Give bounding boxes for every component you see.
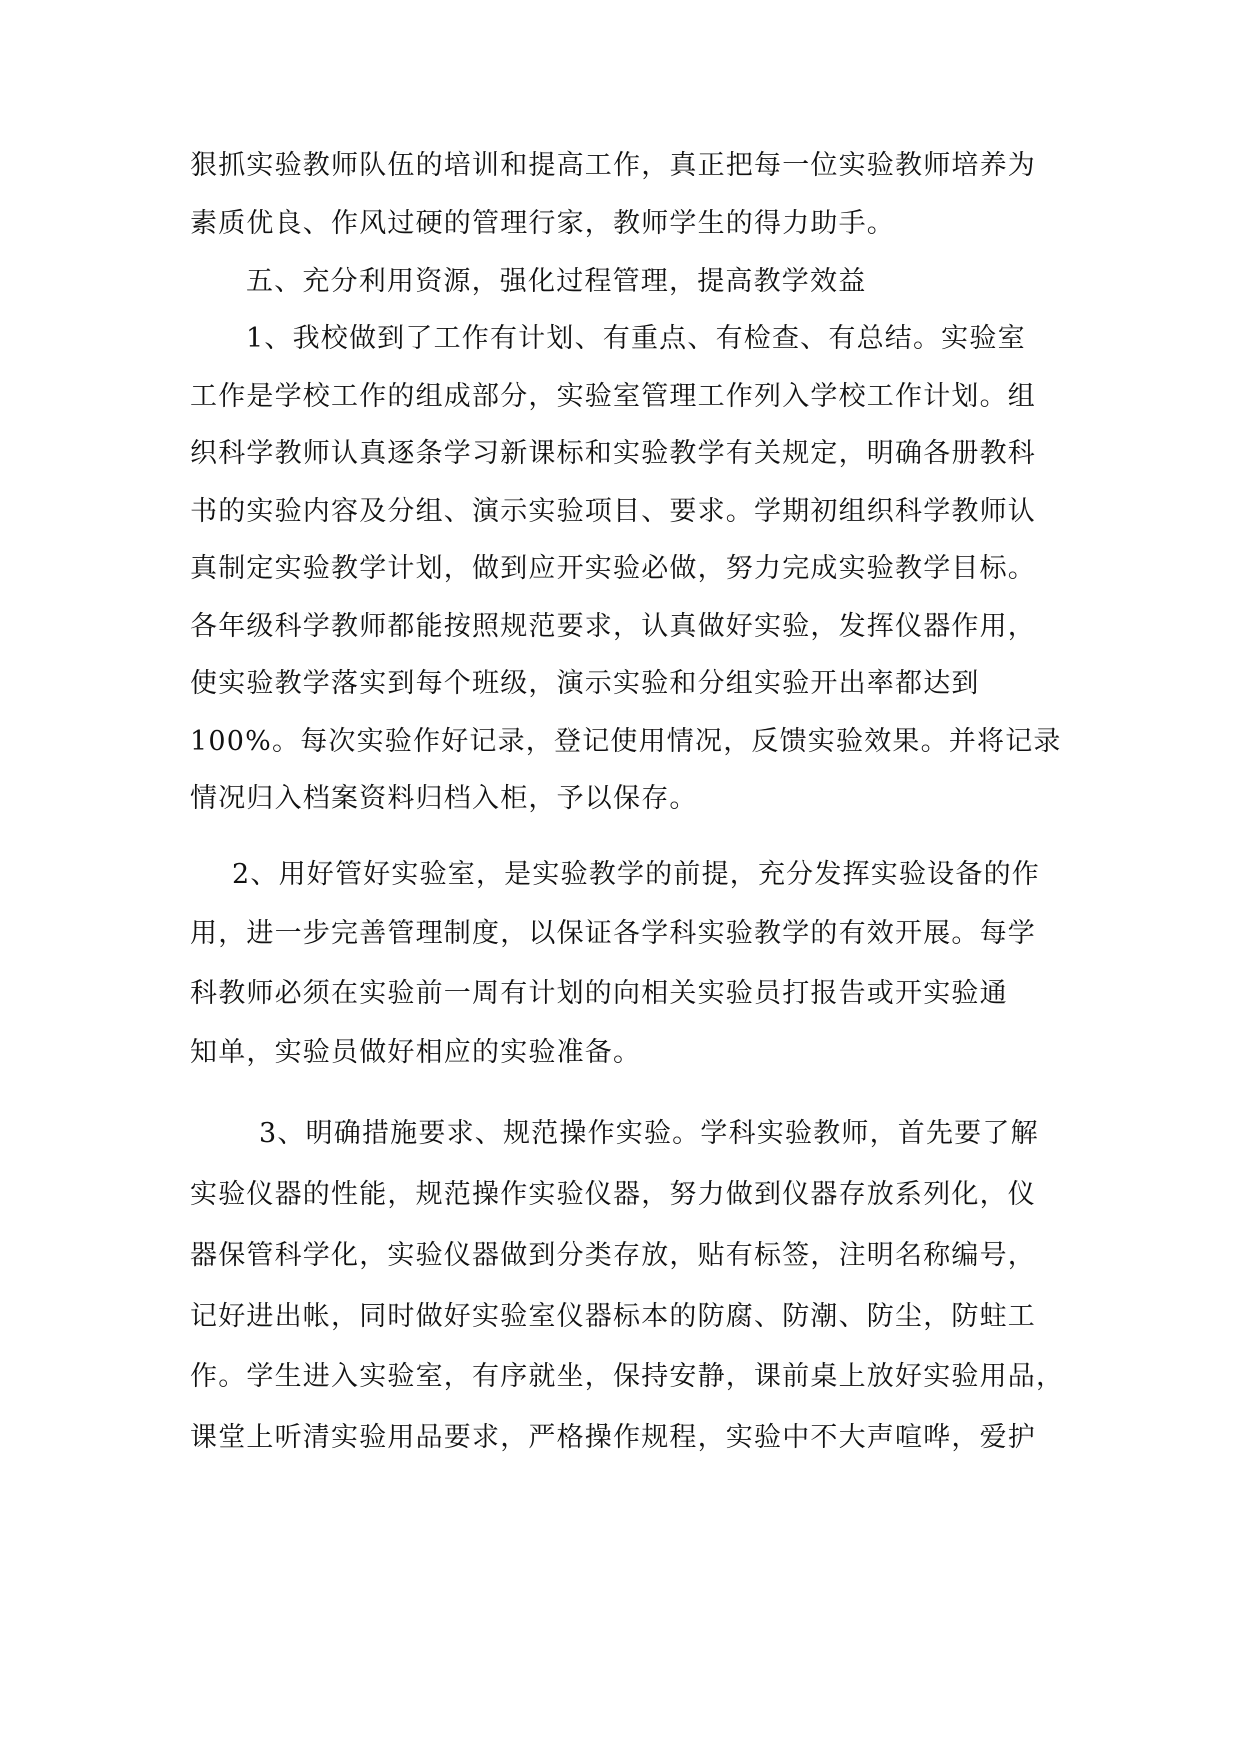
- text-line: 工作是学校工作的组成部分，实验室管理工作列入学校工作计划。组: [190, 381, 1036, 412]
- text-line: 书的实验内容及分组、演示实验项目、要求。学期初组织科学教师认: [190, 496, 1036, 527]
- text-line: 1、我校做到了工作有计划、有重点、有检查、有总结。实验室: [246, 323, 1026, 354]
- text-line: 织科学教师认真逐条学习新课标和实验教学有关规定，明确各册教科: [190, 438, 1036, 469]
- text-line: 3、明确措施要求、规范操作实验。学科实验教师，首先要了解: [259, 1118, 1039, 1149]
- text-line: 器保管科学化，实验仪器做到分类存放，贴有标签，注明名称编号，: [190, 1240, 1036, 1271]
- text-line: 使实验教学落实到每个班级，演示实验和分组实验开出率都达到: [190, 668, 980, 699]
- text-line: 100%。每次实验作好记录，登记使用情况，反馈实验效果。并将记录: [190, 726, 1062, 757]
- text-line: 真制定实验教学计划，做到应开实验必做，努力完成实验教学目标。: [190, 553, 1036, 584]
- text-line: 狠抓实验教师队伍的培训和提高工作，真正把每一位实验教师培养为: [190, 150, 1036, 181]
- text-line: 记好进出帐，同时做好实验室仪器标本的防腐、防潮、防尘，防蛀工: [190, 1301, 1036, 1332]
- text-line: 课堂上听清实验用品要求，严格操作规程，实验中不大声喧哗，爱护: [190, 1422, 1036, 1453]
- text-line: 各年级科学教师都能按照规范要求，认真做好实验，发挥仪器作用，: [190, 611, 1036, 642]
- text-line: 实验仪器的性能，规范操作实验仪器，努力做到仪器存放系列化，仪: [190, 1179, 1036, 1210]
- section-heading: 五、充分利用资源，强化过程管理，提高教学效益: [246, 266, 867, 297]
- text-line: 2、用好管好实验室，是实验教学的前提，充分发挥实验设备的作: [232, 859, 1040, 890]
- text-line: 情况归入档案资料归档入柜，予以保存。: [190, 783, 698, 814]
- text-line: 科教师必须在实验前一周有计划的向相关实验员打报告或开实验通: [190, 978, 1008, 1009]
- text-line: 作。学生进入实验室，有序就坐，保持安静，课前桌上放好实验用品，: [190, 1361, 1065, 1392]
- text-line: 知单，实验员做好相应的实验准备。: [190, 1037, 642, 1068]
- text-line: 用，进一步完善管理制度，以保证各学科实验教学的有效开展。每学: [190, 918, 1036, 949]
- text-line: 素质优良、作风过硬的管理行家，教师学生的得力助手。: [190, 208, 895, 239]
